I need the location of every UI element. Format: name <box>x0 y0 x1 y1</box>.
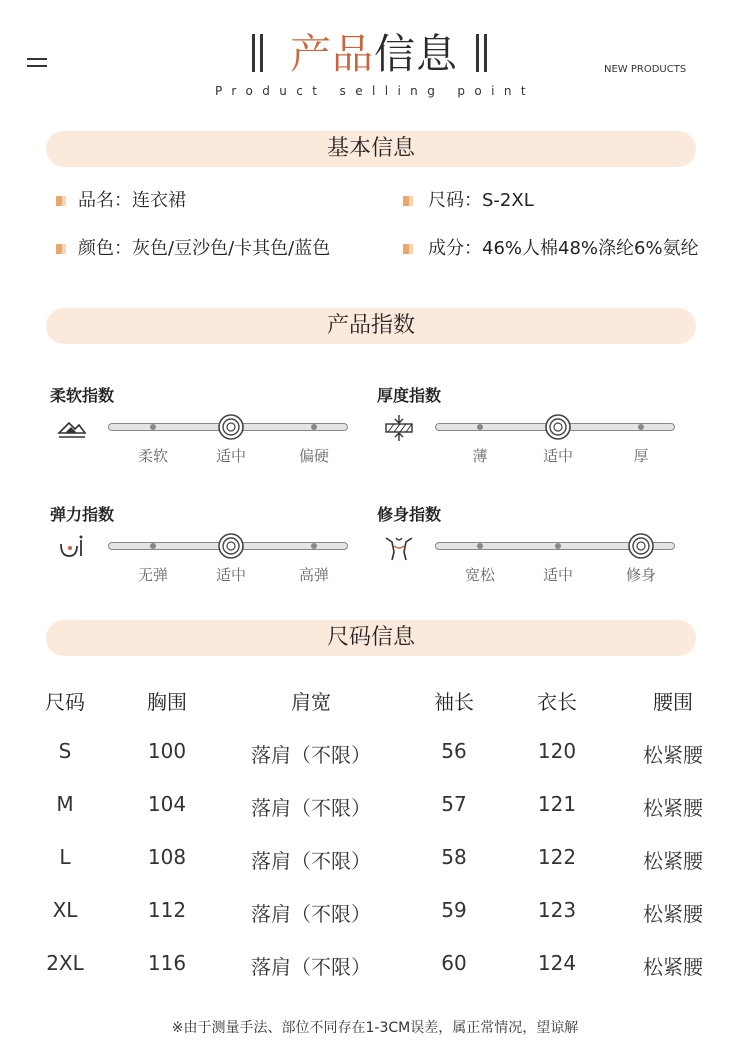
size-table-header: 袖长 <box>434 690 474 714</box>
size-table-cell: XL <box>52 898 78 922</box>
index-label: 修身指数 <box>377 505 442 524</box>
size-table-cell: 松紧腰 <box>643 849 703 873</box>
new-products-label: NEW PRODUCTS <box>604 64 687 75</box>
size-table-cell: 2XL <box>46 951 84 975</box>
elasticity-icon <box>55 532 89 562</box>
index-scale-dot <box>150 424 156 430</box>
thickness-icon <box>382 413 416 443</box>
size-table-cell: 124 <box>537 951 577 975</box>
index-scale-dot <box>150 543 156 549</box>
index-scale-label: 厚 <box>633 447 649 465</box>
size-table-cell: 122 <box>537 845 577 869</box>
size-table-cell: M <box>56 792 74 816</box>
index-scale-dot <box>555 543 561 549</box>
size-table-header: 衣长 <box>537 690 577 714</box>
page-title-rest: 信息 <box>374 30 458 78</box>
measurement-note: ※由于测量手法、部位不同存在1-3CM误差，属正常情况，望谅解 <box>171 1020 579 1036</box>
index-scale-label: 偏硬 <box>298 447 329 465</box>
index-scale-dot <box>311 424 317 430</box>
index-scale-label: 适中 <box>215 447 246 465</box>
size-table-cell: 松紧腰 <box>643 796 703 820</box>
section-product-index: 产品指数 <box>46 308 696 344</box>
size-table-cell: S <box>58 739 72 763</box>
title-divider-left-2 <box>260 34 263 72</box>
info-colors: 颜色：灰色/豆沙色/卡其色/蓝色 <box>78 238 331 259</box>
size-table-header: 胸围 <box>147 690 187 714</box>
size-table-header: 肩宽 <box>291 690 331 714</box>
size-table-header: 腰围 <box>653 690 693 714</box>
size-table-cell: 60 <box>441 951 467 975</box>
page-title <box>268 30 480 78</box>
info-size-range: 尺码：S-2XL <box>428 190 534 211</box>
size-table-cell: 松紧腰 <box>643 743 703 767</box>
size-table-cell: 57 <box>441 792 467 816</box>
index-scale-dot <box>638 424 644 430</box>
size-table-cell: 落肩（不限） <box>251 955 371 979</box>
size-table-cell: 108 <box>147 845 187 869</box>
bullet-icon <box>56 196 66 206</box>
index-scale-label: 柔软 <box>137 447 168 465</box>
soft-fabric-icon <box>55 413 89 443</box>
size-table-cell: 56 <box>441 739 467 763</box>
index-scale-label: 适中 <box>215 566 246 584</box>
size-table-cell: 落肩（不限） <box>251 796 371 820</box>
bullet-icon <box>56 244 66 254</box>
size-table-cell: L <box>59 845 71 869</box>
index-scale-dot <box>477 543 483 549</box>
page-subtitle: Product selling point <box>214 84 536 98</box>
size-table-cell: 松紧腰 <box>643 955 703 979</box>
index-scale-dot <box>477 424 483 430</box>
index-selected-knob <box>545 414 567 436</box>
size-table-cell: 121 <box>537 792 577 816</box>
index-scale-label: 适中 <box>542 566 573 584</box>
fit-icon <box>382 532 416 562</box>
size-table-header: 尺码 <box>45 690 85 714</box>
section-size-info: 尺码信息 <box>46 620 696 656</box>
index-scale-dot <box>311 543 317 549</box>
size-table-cell: 104 <box>147 792 187 816</box>
size-table-cell: 松紧腰 <box>643 902 703 926</box>
size-table-cell: 120 <box>537 739 577 763</box>
menu-icon[interactable] <box>27 55 47 69</box>
index-selected-knob <box>628 533 650 555</box>
page-title-accent: 产品 <box>290 30 374 78</box>
index-scale-label: 薄 <box>472 447 488 465</box>
title-divider-left <box>252 34 255 72</box>
size-table-cell: 58 <box>441 845 467 869</box>
section-basic-info: 基本信息 <box>46 131 696 167</box>
size-table-cell: 落肩（不限） <box>251 743 371 767</box>
index-label: 柔软指数 <box>50 386 115 405</box>
index-label: 厚度指数 <box>377 386 442 405</box>
index-scale-label: 修身 <box>625 566 656 584</box>
index-selected-knob <box>218 414 240 436</box>
index-label: 弹力指数 <box>50 505 115 524</box>
index-scale-label: 高弹 <box>298 566 329 584</box>
index-selected-knob <box>218 533 240 555</box>
size-table-cell: 59 <box>441 898 467 922</box>
index-scale-label: 无弹 <box>137 566 168 584</box>
bullet-icon <box>403 244 413 254</box>
size-table-cell: 116 <box>147 951 187 975</box>
bullet-icon <box>403 196 413 206</box>
index-scale-label: 适中 <box>542 447 573 465</box>
size-table-cell: 123 <box>537 898 577 922</box>
size-table-cell: 落肩（不限） <box>251 902 371 926</box>
info-product-name: 品名：连衣裙 <box>78 190 186 211</box>
size-table-cell: 100 <box>147 739 187 763</box>
size-table-cell: 112 <box>147 898 187 922</box>
index-scale-label: 宽松 <box>464 566 495 584</box>
title-divider-right <box>476 34 479 72</box>
size-table-cell: 落肩（不限） <box>251 849 371 873</box>
info-composition: 成分：46%人棉48%涤纶6%氨纶 <box>428 238 699 259</box>
title-divider-right-2 <box>484 34 487 72</box>
